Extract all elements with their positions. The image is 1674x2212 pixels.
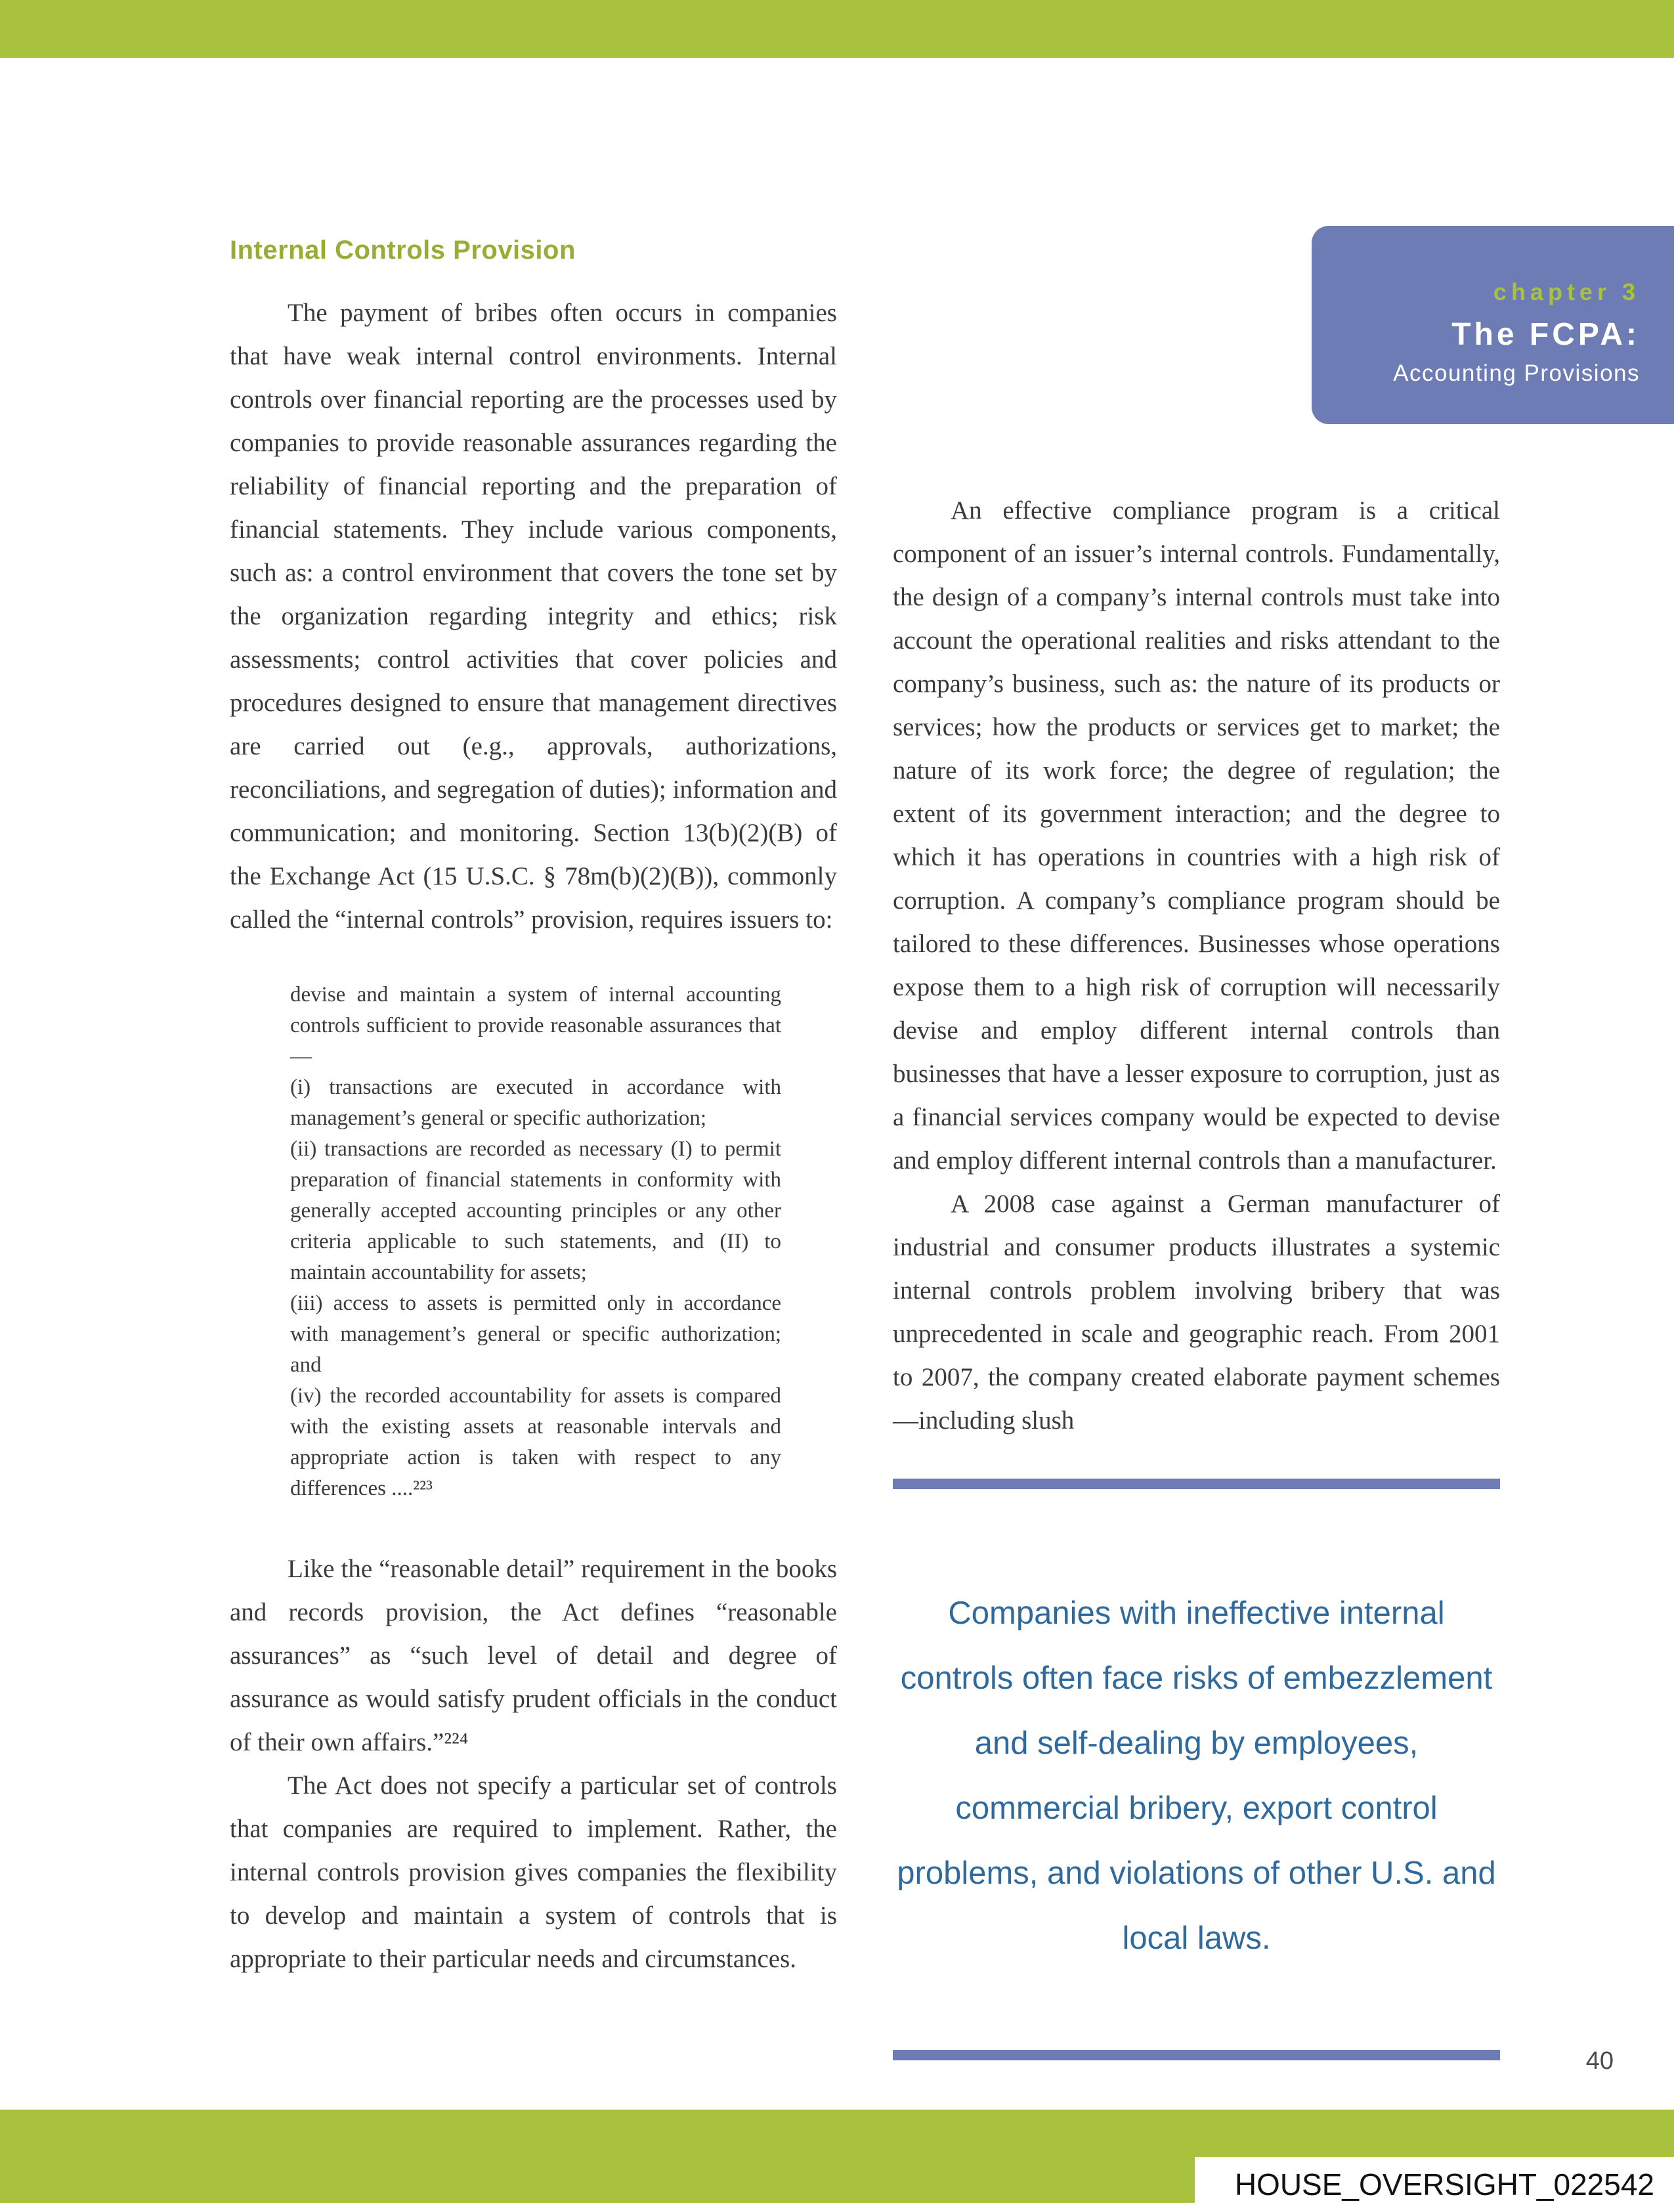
blockquote-clause: (iv) the recorded accountability for assets is compared with the existing assets at reasonable intervals and appropriate action is taken with respect to any differences ....²²³ [290,1384,781,1500]
blockquote-clause: devise and maintain a system of internal accounting controls sufficient to provide reasonable assurances that— [290,983,781,1068]
paragraph: An effective compliance program is a critical component of an issuer’s internal controls. Fundamentally, the design of a company’s internal controls must take into account the operational realities and risks attendant to the company’s business, such as: the nature of its products or services; how the products or services get to market; the nature of its work force; the degree of regulation; the extent of its government interaction; and the degree to which it has operations in countries with a high risk of corruption. A company’s compliance program should be tailored to these differences. Businesses whose operations expose them to a high risk of corruption will necessarily devise and employ different internal controls than businesses that have a lesser exposure to corruption, just as a financial services company would be expected to devise and employ different internal controls than a manufacturer. [893,496,1500,1175]
paragraph: The payment of bribes often occurs in companies that have weak internal control environments. Internal controls over financial reporting are the processes used by companies to provide reasonable assurances regarding the reliability of financial reporting and the preparation of financial statements. They include various components, such as: a control environment that covers the tone set by the organization regarding integrity and ethics; risk assessments; control activities that cover policies and procedures designed to ensure that management directives are carried out (e.g., approvals, authorizations, reconciliations, and segregation of duties); information and communication; and monitoring. Section 13(b)(2)(B) of the Exchange Act (15 U.S.C. § 78m(b)(2)(B)), commonly called the “internal controls” provision, requires issuers to: [230,299,837,934]
paragraph: Like the “reasonable detail” requirement in the books and records provision, the Act defines “reasonable assurances” as “such level of detail and degree of assurance as would satisfy prudent officials in the conduct of their own affairs.”²²⁴ [230,1555,837,1756]
right-column [893,489,1500,1442]
page-number: 40 [1585,2047,1614,2075]
pull-quote-rule-top [893,1479,1500,1489]
blockquote-clause: (ii) transactions are recorded as necessary (I) to permit preparation of financial statements in conformity with generally accepted accounting principles or any other criteria applicable to such statements, and (II) to maintain accountability for assets; [290,1137,781,1284]
chapter-subtitle: Accounting Provisions [1393,360,1640,386]
blockquote-clause: (iii) access to assets is permitted only in accordance with management’s general or specific authorization; and [290,1291,781,1377]
paragraph: The Act does not specify a particular set of controls that companies are required to implement. Rather, the internal controls provision gives companies the flexibility to develop and maintain a system of controls that is appropriate to their particular needs and circumstances. [230,1771,837,1973]
bates-stamp: HOUSE_OVERSIGHT_022542 [1195,2157,1674,2212]
chapter-kicker: chapter 3 [1493,278,1640,305]
section-heading: Internal Controls Provision [230,236,576,265]
top-green-bar [0,0,1674,58]
pull-quote-text: Companies with ineffective internal controls often face risks of embezzlement and self-dealing by employees, commercial bribery, export control problems, and violations of other U.S. and local laws. [897,1595,1496,1956]
left-column [230,228,837,1981]
chapter-title: The FCPA: [1451,317,1640,352]
chapter-box [1312,226,1674,424]
pull-quote-rule-bottom [893,2050,1500,2060]
paragraph: A 2008 case against a German manufacturer of industrial and consumer products illustrates a systemic internal controls problem involving bribery that was unprecedented in scale and geographic reach. From 2001 to 2007, the company created elaborate payment schemes—including slush [893,1190,1500,1435]
blockquote-clause: (i) transactions are executed in accordance with management’s general or specific authorization; [290,1075,781,1130]
blockquote [290,980,781,1504]
pull-quote-block [893,1479,1500,2060]
